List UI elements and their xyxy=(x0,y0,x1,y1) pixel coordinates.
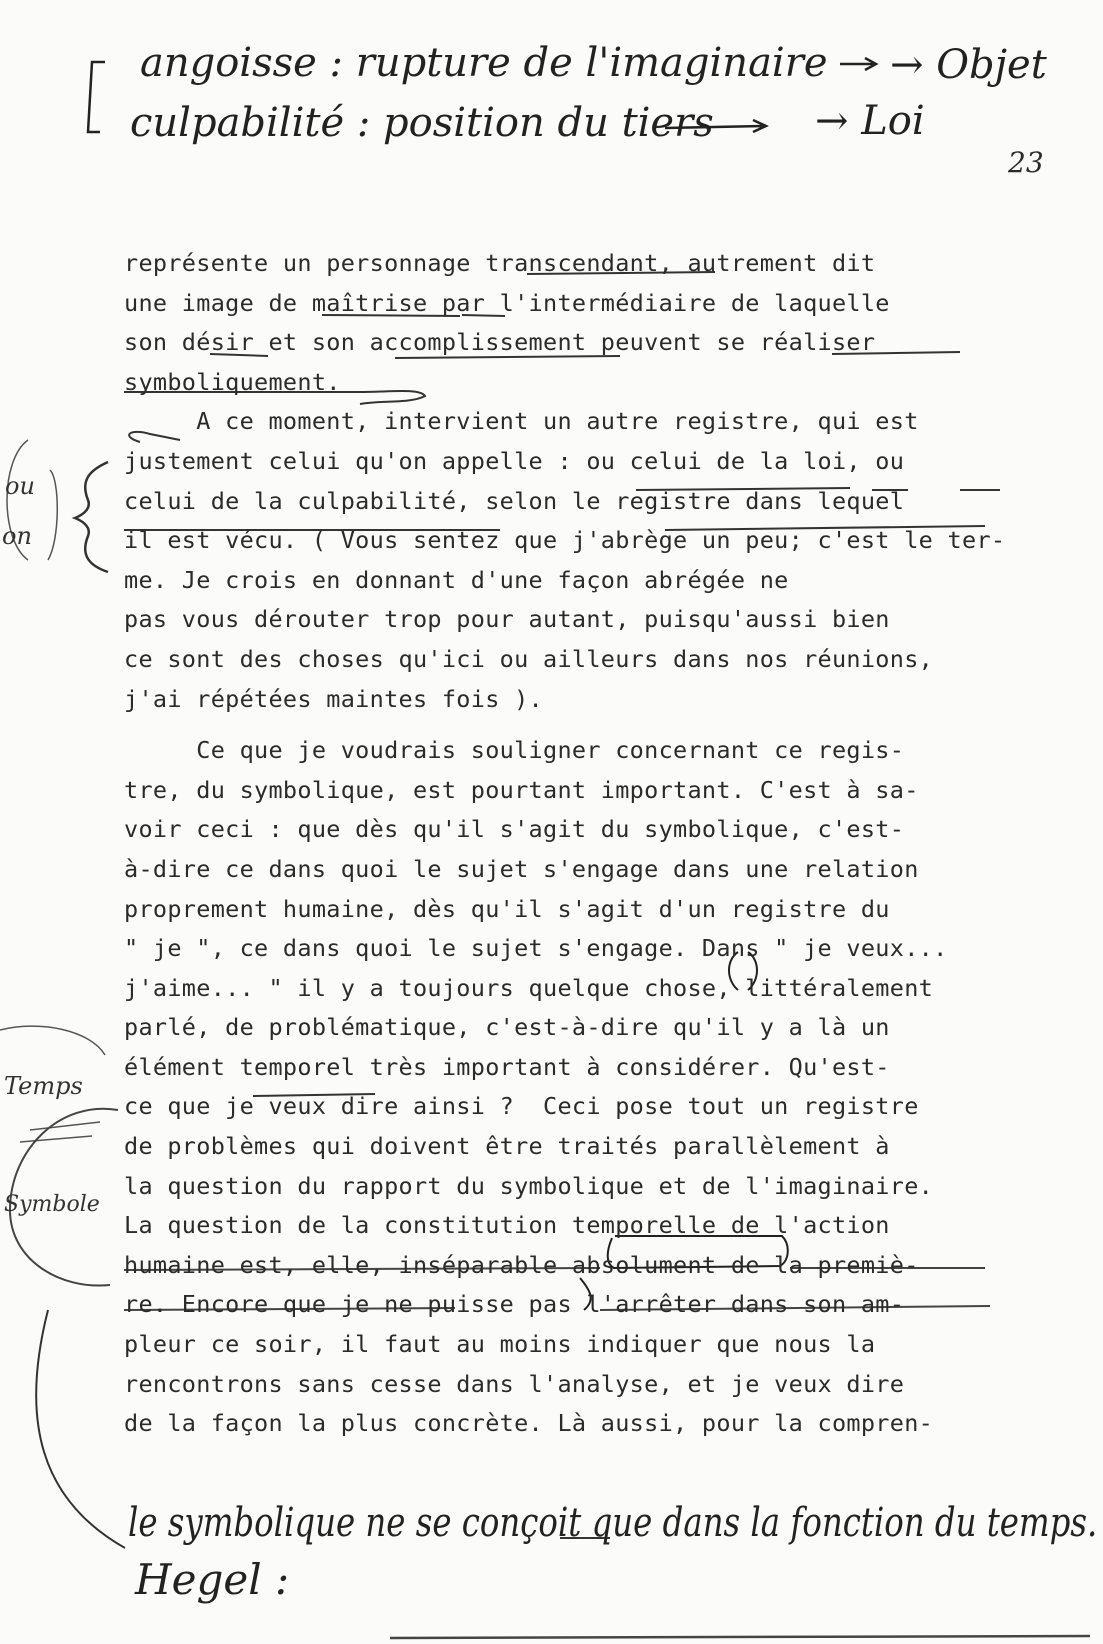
text-line: représente un personnage transcendant, autrement dit xyxy=(124,249,876,277)
margin-note-symbole: Symbole xyxy=(4,1192,100,1217)
text-line: Ce que je voudrais souligner concernant ce regis- xyxy=(124,736,905,765)
margin-stroke xyxy=(0,1026,105,1055)
text-line: ce sont des choses qu'ici ou ailleurs dans nos réunions, xyxy=(124,644,934,673)
text-line: La question de la constitution temporelle de l'action xyxy=(124,1211,890,1240)
text-line: symboliquement. xyxy=(124,367,341,396)
handwritten-note-symbolique: le symbolique ne se conçoit que dans la fonction du temps. xyxy=(128,1500,1098,1546)
text-line: la question du rapport du symbolique et de l'imaginaire. xyxy=(124,1171,934,1200)
text-line: à-dire ce dans quoi le sujet s'engage dans une relation xyxy=(124,854,919,883)
typed-text-body xyxy=(124,244,1084,1444)
text-line: celui de la culpabilité, selon le registre dans lequel xyxy=(124,486,905,515)
margin-note-ou: ou xyxy=(5,472,35,500)
text-line: proprement humaine, dès qu'il s'agit d'un registre du xyxy=(124,894,890,923)
text-line: élément temporel très important à considérer. Qu'est- xyxy=(124,1052,890,1081)
text-line: de problèmes qui doivent être traités parallèlement à xyxy=(124,1132,890,1161)
text-line: humaine est, elle, inséparable absolument de la premiè- xyxy=(124,1250,919,1279)
text-line: j'ai répétées maintes fois ). xyxy=(124,684,543,713)
text-line: parlé, de problématique, c'est-à-dire qu'il y a là un xyxy=(124,1013,890,1042)
arrow-icon xyxy=(840,58,876,70)
text-line: rencontrons sans cesse dans l'analyse, et je veux dire xyxy=(124,1369,905,1398)
text-line: ce que je veux dire ainsi ? Ceci pose tout un registre xyxy=(124,1092,919,1121)
text-line: de la façon la plus concrète. Là aussi, pour la compren- xyxy=(124,1409,934,1438)
handwritten-note-objet: → Objet xyxy=(890,42,1047,88)
text-line: A ce moment, intervient un autre registre, qui est xyxy=(124,407,919,436)
text-line: " je ", ce dans quoi le sujet s'engage. Dans " je veux... xyxy=(124,934,948,963)
margin-line xyxy=(36,1310,125,1548)
text-line: pas vous dérouter trop pour autant, puisqu'aussi bien xyxy=(124,605,890,634)
text-line: tre, du symbolique, est pourtant important. C'est à sa- xyxy=(124,775,919,804)
margin-stroke xyxy=(20,1122,100,1142)
text-line: justement celui qu'on appelle : ou celui de la loi, ou xyxy=(124,446,905,475)
margin-note-on: on xyxy=(2,522,32,550)
bottom-rule xyxy=(390,1636,1090,1638)
text-line: j'aime... " il y a toujours quelque chose, littéralement xyxy=(124,973,934,1002)
margin-note-temps: Temps xyxy=(4,1072,83,1100)
margin-brace xyxy=(75,462,108,572)
text-line: voir ceci : que dès qu'il s'agit du symbolique, c'est- xyxy=(124,815,905,844)
handwritten-note-angoisse: angoisse : rupture de l'imaginaire xyxy=(140,40,828,86)
text-line: il est vécu. ( Vous sentez que j'abrège un peu; c'est le ter- xyxy=(124,526,1006,555)
page-number: 23 xyxy=(1008,146,1044,179)
handwritten-note-culpabilite: culpabilité : position du tiers xyxy=(130,100,714,146)
handwritten-note-hegel: Hegel : xyxy=(135,1555,290,1604)
text-line: son désir et son accomplissement peuvent se réaliser xyxy=(124,328,876,357)
text-line: re. Encore que je ne puisse pas l'arrêter dans son am- xyxy=(124,1290,905,1319)
text-line: me. Je crois en donnant d'une façon abrégée ne xyxy=(124,565,789,594)
text-line: une image de maîtrise par l'intermédiaire de laquelle xyxy=(124,288,890,317)
text-line: pleur ce soir, il faut au moins indiquer que nous la xyxy=(124,1330,876,1359)
handwritten-note-loi: → Loi xyxy=(815,98,925,144)
header-bracket xyxy=(88,62,105,132)
